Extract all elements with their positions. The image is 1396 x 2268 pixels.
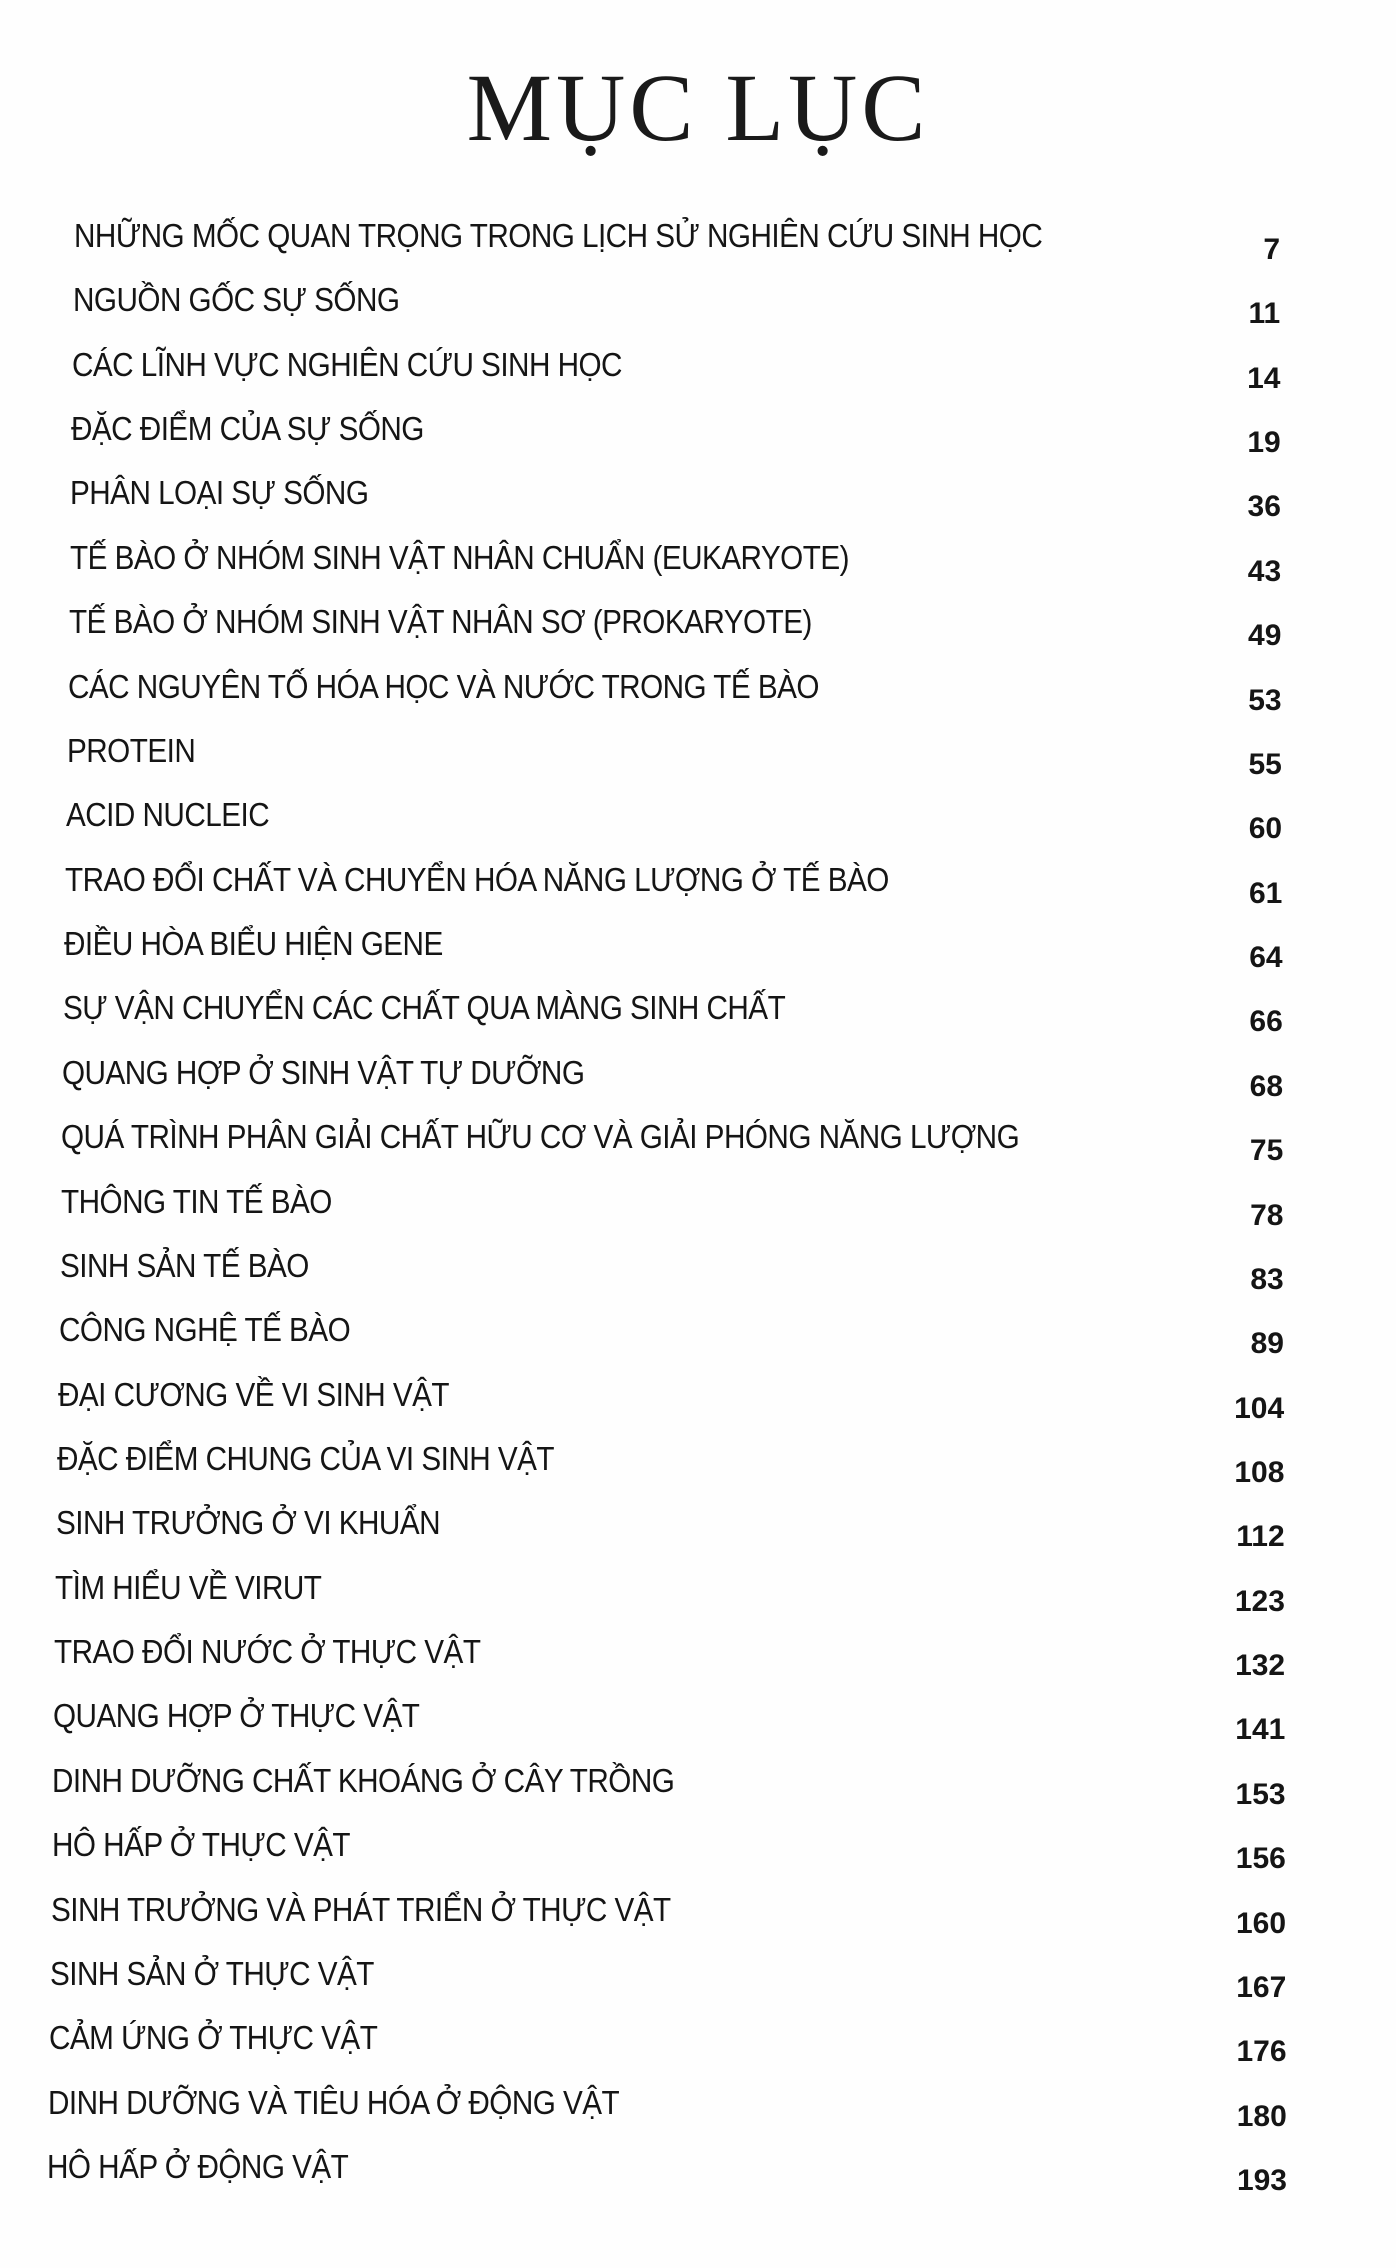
toc-entry-page-number: 75 <box>1249 1134 1284 1168</box>
toc-entry-page-number: 123 <box>1234 1584 1285 1618</box>
toc-entry <box>0 667 1396 731</box>
toc-entry <box>0 1954 1396 2018</box>
toc-entry <box>0 1439 1396 1503</box>
toc-entry-title: TẾ BÀO Ở NHÓM SINH VẬT NHÂN CHUẨN (EUKARYOTE) <box>69 538 849 576</box>
toc-entry <box>0 860 1396 924</box>
toc-entry-page-number: 108 <box>1234 1455 1285 1489</box>
toc-entry <box>0 2018 1396 2082</box>
toc-entry-title: HÔ HẤP Ở THỰC VẬT <box>51 1826 350 1864</box>
toc-entry-page-number: 132 <box>1235 1649 1286 1683</box>
toc-entry <box>0 1761 1396 1825</box>
toc-entry-page-number: 66 <box>1249 1005 1283 1039</box>
toc-entry-title: NHỮNG MỐC QUAN TRỌNG TRONG LỊCH SỬ NGHIÊN CỨU SINH HỌC <box>74 217 1043 254</box>
toc-entry-title: PHÂN LOẠI SỰ SỐNG <box>70 474 369 512</box>
toc-entry-title: PROTEIN <box>66 731 196 769</box>
toc-entry <box>0 409 1396 473</box>
toc-entry <box>0 216 1396 280</box>
toc-entry-title: CÁC NGUYÊN TỐ HÓA HỌC VÀ NƯỚC TRONG TẾ BÀO <box>67 667 819 705</box>
toc-entry-page-number: 89 <box>1250 1327 1284 1361</box>
toc-entry <box>0 1825 1396 1889</box>
toc-entry-title: DINH DƯỠNG VÀ TIÊU HÓA Ở ĐỘNG VẬT <box>47 2083 620 2121</box>
toc-entry-page-number: 64 <box>1249 941 1283 975</box>
toc-entry-title: ĐẶC ĐIỂM CỦA SỰ SỐNG <box>71 410 425 448</box>
toc-entry-title: TẾ BÀO Ở NHÓM SINH VẬT NHÂN SƠ (PROKARYOTE) <box>68 603 812 641</box>
toc-entry <box>0 988 1396 1052</box>
toc-entry-title: DINH DƯỠNG CHẤT KHOÁNG Ở CÂY TRỒNG <box>52 1761 675 1799</box>
toc-entry-title: ACID NUCLEIC <box>65 796 269 834</box>
toc-entry-page-number: 14 <box>1247 361 1281 395</box>
toc-entry-title: ĐẶC ĐIỂM CHUNG CỦA VI SINH VẬT <box>56 1439 554 1477</box>
toc-entry-page-number: 104 <box>1234 1391 1285 1425</box>
toc-entry-title: SỰ VẬN CHUYỂN CÁC CHẤT QUA MÀNG SINH CHẤT <box>63 989 786 1027</box>
toc-entry-title: ĐẠI CƯƠNG VỀ VI SINH VẬT <box>57 1375 449 1413</box>
toc-entry <box>0 1117 1396 1181</box>
toc-entry-page-number: 160 <box>1236 1906 1287 1940</box>
toc-entry-title: QUANG HỢP Ở THỰC VẬT <box>53 1697 420 1735</box>
toc-entry <box>0 731 1396 795</box>
toc-entry-page-number: 83 <box>1250 1262 1284 1296</box>
toc-entry-page-number: 11 <box>1248 297 1281 331</box>
toc-entry <box>0 1503 1396 1567</box>
toc-entry-title: CẢM ỨNG Ở THỰC VẬT <box>48 2019 378 2057</box>
toc-entry-page-number: 19 <box>1247 426 1281 460</box>
toc-entry-page-number: 153 <box>1235 1777 1286 1811</box>
toc-entry-title: HÔ HẤP Ở ĐỘNG VẬT <box>47 2148 349 2185</box>
toc-entry-page-number: 43 <box>1247 554 1282 588</box>
toc-entry <box>0 1568 1396 1632</box>
toc-entry-title: QUÁ TRÌNH PHÂN GIẢI CHẤT HỮU CƠ VÀ GIẢI PHÓNG NĂNG LƯỢNG <box>61 1118 1020 1156</box>
toc-entry-title: TRAO ĐỔI NƯỚC Ở THỰC VẬT <box>54 1633 481 1671</box>
toc-entry-page-number: 36 <box>1247 490 1281 524</box>
toc-entry-page-number: 176 <box>1236 2035 1287 2069</box>
toc-entry-page-number: 193 <box>1236 2164 1287 2197</box>
toc-entry <box>0 1246 1396 1310</box>
toc-entry <box>0 1375 1396 1439</box>
toc-entry <box>0 1053 1396 1117</box>
toc-entry-page-number: 141 <box>1235 1713 1286 1747</box>
toc-entry-page-number: 55 <box>1248 747 1282 781</box>
toc-entry-page-number: 180 <box>1236 2099 1287 2133</box>
page-title: MỤC LỤC <box>466 54 930 161</box>
toc-entry-title: SINH SẢN TẾ BÀO <box>59 1246 309 1284</box>
toc-entry-title: CÔNG NGHỆ TẾ BÀO <box>58 1311 350 1349</box>
toc-entry <box>0 280 1396 344</box>
toc-entry <box>0 924 1396 988</box>
toc-entry <box>0 2083 1396 2147</box>
toc-entry-title: QUANG HỢP Ở SINH VẬT TỰ DƯỠNG <box>62 1053 585 1091</box>
toc-entry <box>0 1182 1396 1246</box>
toc-entry-title: SINH TRƯỞNG Ở VI KHUẨN <box>56 1504 441 1542</box>
toc-entry-page-number: 156 <box>1235 1842 1286 1876</box>
toc-entry-page-number: 167 <box>1236 1970 1287 2004</box>
toc-entry <box>0 538 1396 602</box>
toc-entry <box>0 473 1396 537</box>
toc-entry-title: TRAO ĐỔI CHẤT VÀ CHUYỂN HÓA NĂNG LƯỢNG Ở TẾ BÀO <box>65 860 889 898</box>
toc-entry-page-number: 112 <box>1236 1520 1285 1554</box>
toc-entry <box>0 602 1396 666</box>
toc-entry-page-number: 78 <box>1250 1198 1284 1232</box>
toc-entry <box>0 795 1396 859</box>
toc-entry-page-number: 61 <box>1248 876 1283 910</box>
toc-entry <box>0 1632 1396 1696</box>
toc-entry-title: TÌM HIỂU VỀ VIRUT <box>55 1568 322 1606</box>
toc-entry-page-number: 68 <box>1249 1069 1284 1103</box>
toc-entry <box>0 1696 1396 1760</box>
toc-entry-page-number: 60 <box>1248 812 1283 846</box>
toc-entry-page-number: 49 <box>1248 619 1282 653</box>
toc-entry-title: NGUỒN GỐC SỰ SỐNG <box>73 281 400 319</box>
toc-entry-title: ĐIỀU HÒA BIỂU HIỆN GENE <box>64 925 443 963</box>
toc-entry-title: SINH TRƯỞNG VÀ PHÁT TRIỂN Ở THỰC VẬT <box>50 1890 671 1928</box>
toc-entry-title: SINH SẢN Ở THỰC VẬT <box>49 1954 374 1992</box>
toc-entry-title: THÔNG TIN TẾ BÀO <box>60 1182 332 1220</box>
toc-entry-page-number: 7 <box>1263 233 1280 266</box>
toc-entry <box>0 345 1396 409</box>
toc-entry <box>0 2147 1396 2211</box>
toc-entry-title: CÁC LĨNH VỰC NGHIÊN CỨU SINH HỌC <box>72 345 623 383</box>
toc-entry-page-number: 53 <box>1248 683 1282 717</box>
toc-entry <box>0 1310 1396 1374</box>
toc-entry <box>0 1890 1396 1954</box>
